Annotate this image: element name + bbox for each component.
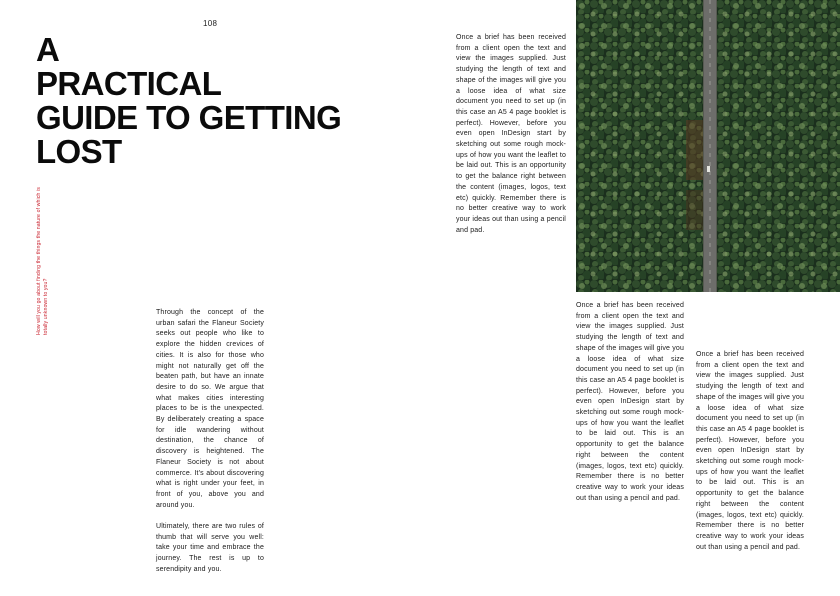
intro-column bbox=[156, 308, 264, 586]
title-line-4: LOST bbox=[36, 133, 122, 170]
forest-road-photo bbox=[576, 0, 840, 292]
page-title bbox=[36, 33, 396, 169]
title-line-1: A bbox=[36, 31, 60, 68]
intro-paragraph-1: Through the concept of the urban safari the Flaneur Society seeks out people who like to explore the hidden crevices of cities. It is also for those who might not naturally get off the beaten path, but have an innate desire to do so. We argue that what makes cities interesting places to be is the unexpected. By deliberately creating a space for idle wandering without destination, the chance of discovery is heightened. The Flaneur Society is not about commerce. It's about discovering what is right under your feet, in front of you, above you and around you. bbox=[156, 309, 264, 509]
vertical-quote: How will you go about finding the things the nature of which is totally unknown to you? bbox=[36, 187, 49, 335]
forest-road-illustration bbox=[576, 0, 840, 292]
intro-paragraph-2: Ultimately, there are two rules of thumb that will serve you well: take your time and embrace the journey. The rest is up to serendipity and you. bbox=[156, 523, 264, 573]
title-line-3: GUIDE TO GETTING bbox=[36, 99, 342, 136]
filler-column-bottom: Once a brief has been received from a client open the text and view the images supplied. Just studying the length of text and shape of the images will give you a loose idea of what size document you need to set up (in this case an A5 4 page booklet is perfect). However, before you even open InDesign start by sketching out some rough mock-ups of how you want the leaflet to be laid out. This is an opportunity to get the balance right between the content (images, logos, text etc) quickly. Remember there is no better creative way to work your ideas out than using a pencil and pad. bbox=[696, 351, 804, 551]
filler-column-middle: Once a brief has been received from a client open the text and view the images supplied. Just studying the length of text and shape of the images will give you a loose idea of what size document you need to set up (in this case an A5 4 page booklet is perfect). However, before you even open InDesign start by sketching out some rough mock-ups of how you want the leaflet to be laid out. This is an opportunity to get the balance right between the content (images, logos, text etc) quickly. Remember there is no better creative way to work your ideas out than using a pencil and pad. bbox=[576, 302, 684, 502]
title-line-2: PRACTICAL bbox=[36, 65, 222, 102]
filler-column-top: Once a brief has been received from a client open the text and view the images supplied. Just studying the length of text and shape of the images will give you a loose idea of what size document you need to set up (in this case an A5 4 page booklet is perfect). However, before you even open InDesign start by sketching out some rough mock-ups of how you want the leaflet to be laid out. This is an opportunity to get the balance right between the content (images, logos, text etc) quickly. Remember there is no better creative way to work your ideas out than using a pencil and pad. bbox=[456, 34, 566, 234]
page-number: 108 bbox=[203, 19, 218, 28]
